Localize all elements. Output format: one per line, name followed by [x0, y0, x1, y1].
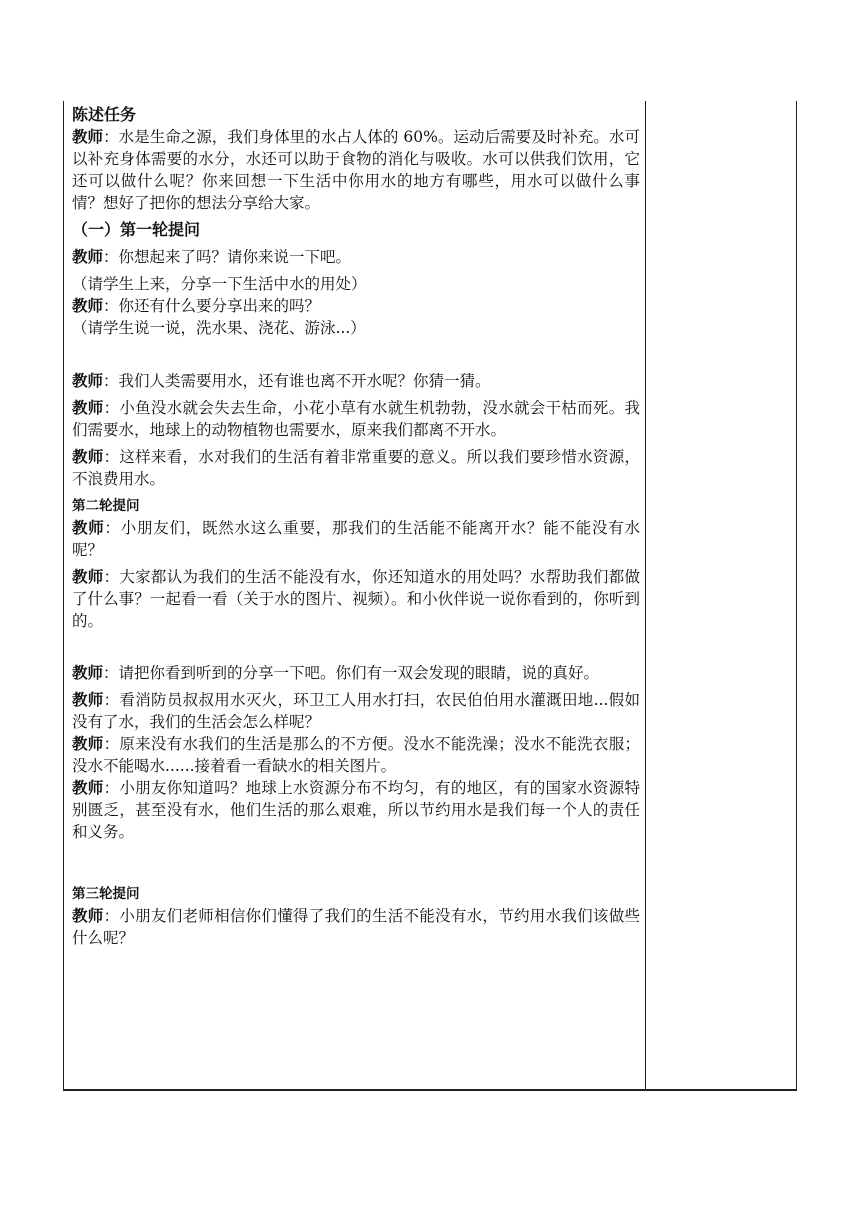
student-note: （请学生说一说，洗水果、浇花、游泳...）: [72, 319, 366, 337]
dialogue-line: 教师：你还有什么要分享出来的吗？: [72, 296, 321, 315]
speaker-label: 教师: [72, 127, 104, 146]
dialogue-line: 教师：原来没有水我们的生活是那么的不方便。没水不能洗澡；没水不能洗衣服；没水不能喝水......接着看一看缺水的相关图片。: [72, 734, 640, 775]
section-heading: 陈述任务: [72, 105, 137, 124]
round2-title: 第二轮提问: [72, 498, 140, 514]
dialogue-line: 教师：我们人类需要用水，还有谁也离不开水呢？你猜一猜。: [72, 371, 491, 390]
round3-title: 第三轮提问: [72, 886, 140, 902]
dialogue-line: 教师：你想起来了吗？请你来说一下吧。: [72, 247, 352, 266]
dialogue-line: 教师：小朋友们老师相信你们懂得了我们的生活不能没有水，节约用水我们该做些什么呢？: [72, 906, 640, 947]
student-note: （请学生上来，分享一下生活中水的用处）: [72, 275, 367, 293]
lesson-content: [72, 104, 640, 949]
round1-title: （一）第一轮提问: [72, 220, 201, 239]
dialogue-line: 教师：请把你看到听到的分享一下吧。你们有一双会发现的眼睛，说的真好。: [72, 663, 600, 682]
dialogue-line: 教师：看消防员叔叔用水灭火，环卫工人用水打扫，农民伯伯用水灌溉田地...假如没有了水，我们的生活会怎么样呢？: [72, 690, 640, 731]
dialogue-line: 教师：小鱼没水就会失去生命，小花小草有水就生机勃勃，没水就会干枯而死。我们需要水，地球上的动物植物也需要水，原来我们都离不开水。: [72, 398, 640, 439]
dialogue-line: 教师：这样来看，水对我们的生活有着非常重要的意义。所以我们要珍惜水资源，不浪费用水。: [72, 447, 640, 488]
intro-paragraph: 教师：水是生命之源，我们身体里的水占人体的 60%。运动后需要及时补充。水可以补充身体需要的水分，水还可以助于食物的消化与吸收。水可以供我们饮用，它还可以做什么呢？你来回想一下生活中你用水的地方有哪些，用水可以做什么事情？想好了把你的想法分享给大家。: [72, 127, 640, 212]
dialogue-line: 教师：小朋友你知道吗？地球上水资源分布不均匀，有的地区，有的国家水资源特别匮乏，甚至没有水，他们生活的那么艰难，所以节约用水是我们每一个人的责任和义务。: [72, 778, 640, 841]
column-divider: [645, 101, 646, 1091]
dialogue-line: 教师：小朋友们，既然水这么重要，那我们的生活能不能离开水？能不能没有水呢？: [72, 518, 640, 559]
dialogue-line: 教师：大家都认为我们的生活不能没有水，你还知道水的用处吗？水帮助我们都做了什么事？一起看一看（关于水的图片、视频）。和小伙伴说一说你看到的，你听到的。: [72, 567, 640, 630]
